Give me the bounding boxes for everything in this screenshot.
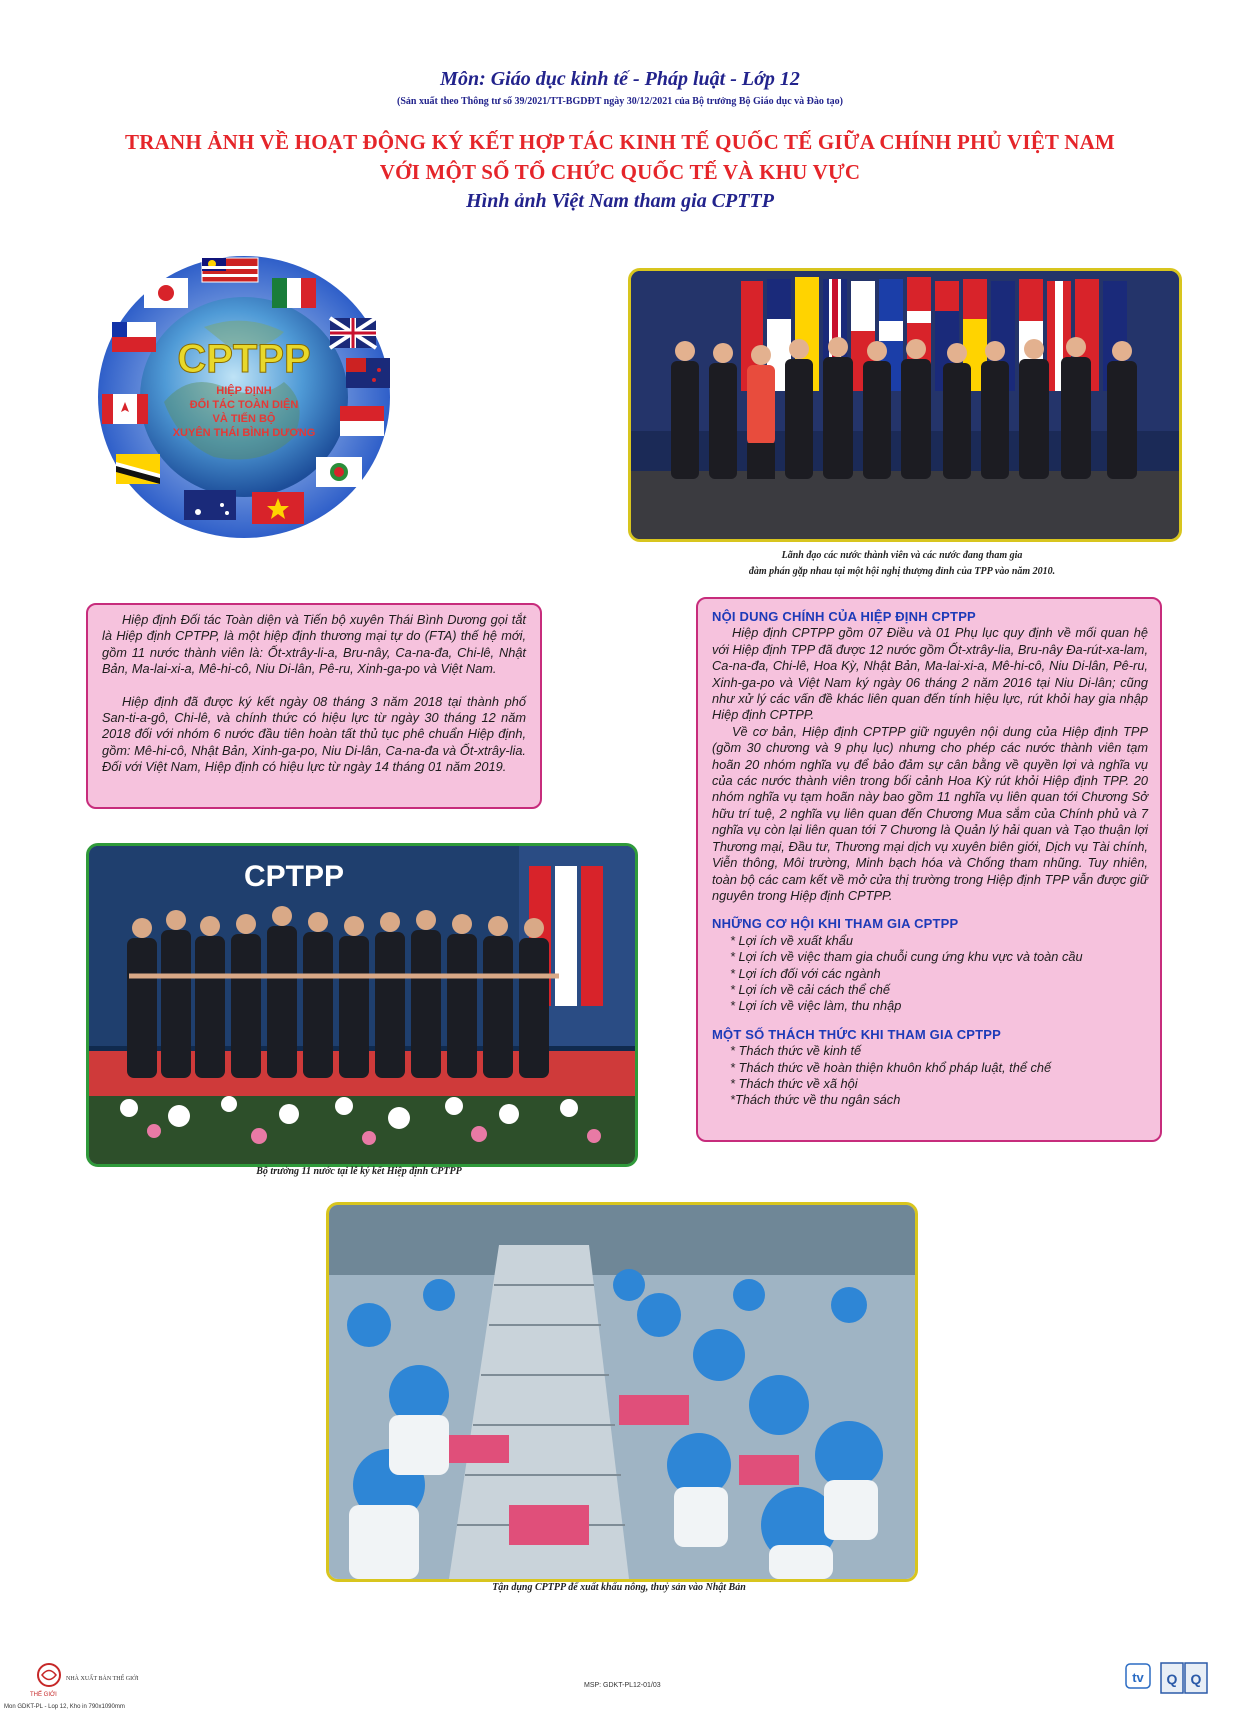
content-box	[696, 597, 1162, 1142]
challenges-heading: MỘT SỐ THÁCH THỨC KHI THAM GIA CPTPP	[712, 1026, 1002, 1042]
opportunity-item: * Lợi ích về xuất khẩu	[730, 932, 853, 948]
opportunity-item: * Lợi ích về cải cách thể chế	[730, 981, 890, 997]
subject-line: Môn: Giáo dục kinh tế - Pháp luật - Lớp 12	[440, 68, 800, 90]
opportunities-heading: NHỮNG CƠ HỘI KHI THAM GIA CPTPP	[712, 916, 959, 932]
ceremony-banner-text: CPTPP	[243, 860, 345, 893]
tv-logo	[1124, 1662, 1152, 1692]
leaders-photo-caption	[628, 548, 1176, 580]
challenge-item: * Thách thức về hoàn thiện khuôn khổ pháp luật, thể chế	[730, 1059, 1052, 1075]
quality-badge-2-text: Q	[1190, 1671, 1202, 1687]
flower-arrangement	[89, 1096, 635, 1164]
opportunities-list	[712, 933, 1148, 1015]
quality-badges	[1160, 1662, 1208, 1696]
main-title-line-2: VỚI MỘT SỐ TỔ CHỨC QUỐC TẾ VÀ KHU VỰC	[379, 160, 861, 184]
decree-note: (Sản xuất theo Thông tư số 39/2021/TT-BGDĐT ngày 30/12/2021 của Bộ trưởng Bộ Giáo dục và Đào tạo)	[396, 96, 844, 107]
seafood-photo-caption: Tận dụng CPTPP để xuất khẩu nông, thuỷ sản vào Nhật Bản	[492, 1582, 746, 1593]
seafood-processing-photo	[326, 1202, 918, 1582]
logo-line-1: HIỆP ĐỊNH	[216, 385, 272, 397]
intro-paragraph-2: Hiệp định đã được ký kết ngày 08 tháng 3 năm 2018 tại thành phố San-ti-a-gô, Chi-lê, và chính thức có hiệu lực từ ngày 30 tháng 12 năm 2018 đối với nhóm 6 nước đầu tiên hoàn tất thủ tục phê chuẩn Hiệp định, gồm: Mê-hi-cô, Nhật Bản, Xinh-ga-po, Niu Di-lân, Ca-na-đa và Ốt-xtrây-lia. Đối với Việt Nam, Hiệp định có hiệu lực từ ngày 14 tháng 01 năm 2019.	[102, 693, 526, 775]
intro-box	[86, 603, 542, 809]
ceremony-photo-caption: Bộ trưởng 11 nước tại lễ ký kết Hiệp định CPTPP	[256, 1166, 462, 1177]
cptpp-logo	[94, 252, 394, 542]
publisher-logo	[34, 1662, 64, 1692]
publisher-mark: THẾ GIỚI	[30, 1692, 57, 1698]
challenge-item: * Thách thức về kinh tế	[730, 1043, 862, 1059]
quality-badge-1-text: Q	[1166, 1671, 1178, 1687]
main-title-line-1: TRANH ẢNH VỀ HOẠT ĐỘNG KÝ KẾT HỢP TÁC KINH TẾ QUỐC TẾ GIỮA CHÍNH PHỦ VIỆT NAM	[125, 130, 1115, 154]
challenges-list	[712, 1043, 1148, 1109]
opportunity-item: * Lợi ích đối với các ngành	[730, 965, 881, 981]
opportunity-item: * Lợi ích về việc tham gia chuỗi cung ứng khu vực và toàn cầu	[730, 949, 1083, 965]
subtitle: Hình ảnh Việt Nam tham gia CPTTP	[466, 190, 774, 212]
leaders-caption-line-2: đàm phán gặp nhau tại một hội nghị thượng đỉnh của TPP vào năm 2010.	[748, 566, 1056, 577]
leaders-caption-line-1: Lãnh đạo các nước thành viên và các nước đang tham gia	[781, 550, 1023, 561]
intro-paragraph-1: Hiệp định Đối tác Toàn diện và Tiến bộ xuyên Thái Bình Dương gọi tắt là Hiệp định CPTPP, là một hiệp định thương mại tự do (FTA) thế hệ mới, gồm 11 nước thành viên là: Ốt-xtrây-li-a, Bru-nây, Ca-na-đa, Chi-lê, Nhật Bản, Ma-lai-xi-a, Mê-hi-cô, Niu Di-lân, Pê-ru, Xinh-ga-po và Việt Nam.	[102, 612, 526, 677]
main-content-heading: NỘI DUNG CHÍNH CỦA HIỆP ĐỊNH CPTPP	[712, 609, 976, 624]
challenge-item: * Thách thức về xã hội	[730, 1075, 858, 1091]
content-paragraph-1: Hiệp định CPTPP gồm 07 Điều và 01 Phụ lục quy định về mối quan hệ với Hiệp định TPP đã được 12 nước gồm Ốt-xtrây-lia, Bru-nây Đa-rút-xa-lam, Ca-na-đa, Chi-lê, Hoa Kỳ, Nhật Bản, Ma-lai-xi-a, Mê-hi-cô, Niu Di-lân, Pê-ru, Xinh-ga-po và Việt Nam ký ngày 06 tháng 2 năm 2016 tại Niu Di-lân; cũng như xử lý các vấn đề khác liên quan đến tính hiệu lực, rút khỏi hay gia nhập Hiệp định CPTPP.	[712, 625, 1148, 723]
signing-ceremony-photo	[86, 843, 638, 1167]
content-paragraph-2: Về cơ bản, Hiệp định CPTPP giữ nguyên nội dung của Hiệp định TPP (gồm 30 chương và 9 phụ lục) nhưng cho phép các nước thành viên tạm hoãn 20 nhóm nghĩa vụ để bảo đảm sự cân bằng về quyền lợi và nghĩa vụ của các nước thành viên trong bối cảnh Hoa Kỳ rút khỏi Hiệp định TPP. 20 nhóm nghĩa vụ tạm hoãn này bao gồm 11 nghĩa vụ liên quan tới Chương Sở hữu trí tuệ, 2 nghĩa vụ liên quan đến Chương Mua sắm của Chính phủ và 7 nghĩa vụ còn lại liên quan tới 7 Chương là Quản lý hải quan và Tạo thuận lợi Thương mại, Đầu tư, Thương mại dịch vụ xuyên biên giới, Dịch vụ Tài chính, Viễn thông, Môi trường, Minh bạch hóa và Chống tham nhũng. Tuy nhiên, toàn bộ các cam kết về mở cửa thị trường trong Hiệp định TPP vẫn được giữ nguyên trong Hiệp định CPTPP.	[712, 723, 1148, 903]
opportunity-item: * Lợi ích về việc làm, thu nhập	[730, 998, 902, 1014]
logo-line-2: ĐỐI TÁC TOÀN DIỆN	[189, 399, 299, 411]
logo-acronym: CPTPP	[177, 337, 311, 381]
leaders-summit-photo	[628, 268, 1182, 542]
product-code: MSP: GDKT-PL12-01/03	[584, 1682, 661, 1689]
tv-logo-text: tv	[1132, 1670, 1144, 1685]
publisher-name: NHÀ XUẤT BẢN THẾ GIỚI	[66, 1676, 139, 1682]
logo-line-3: VÀ TIẾN BỘ	[212, 413, 276, 425]
print-info: Mon GDKT-PL - Lop 12, Kho in 790x1090mm	[4, 1704, 125, 1710]
challenge-item: *Thách thức về thu ngân sách	[730, 1092, 901, 1108]
logo-line-4: XUYÊN THÁI BÌNH DƯƠNG	[172, 427, 316, 439]
